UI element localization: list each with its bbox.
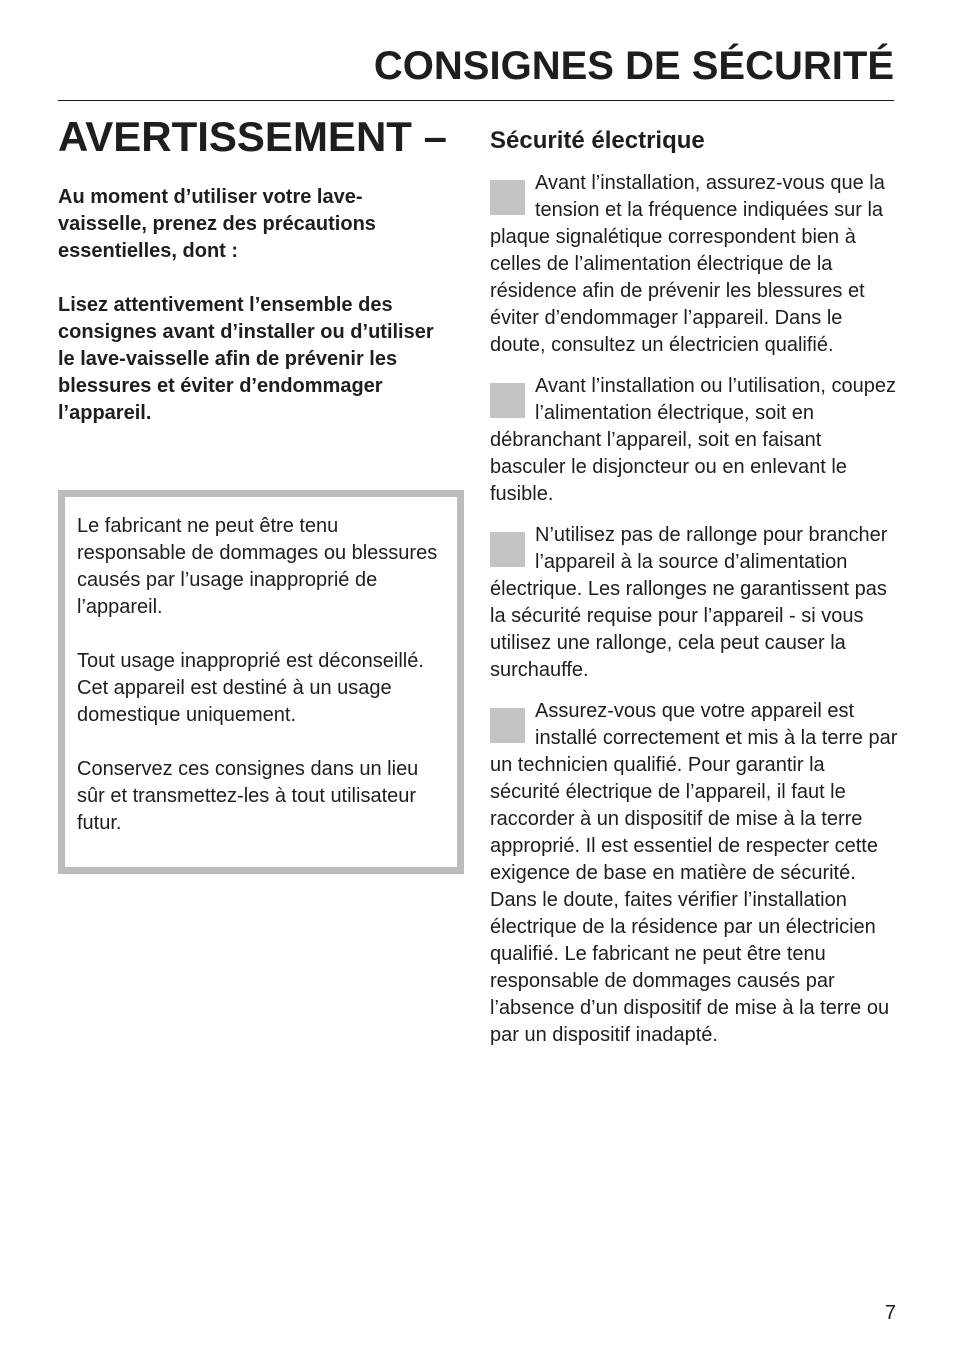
safety-item-text: N’utilisez pas de rallonge pour brancher l’appareil à la source d’alimentation électrique. Les rallonges ne garantissent pas la sécurité requise pour l’appareil - si vous utilisez une rallonge, cela peut causer la surchauffe. xyxy=(490,524,888,681)
square-bullet-icon xyxy=(490,180,525,215)
left-column xyxy=(58,110,450,427)
page-header-title: CONSIGNES DE SÉCURITÉ xyxy=(373,44,894,88)
manufacturer-notice-box xyxy=(58,490,464,874)
header-divider xyxy=(58,100,894,101)
page-number: 7 xyxy=(884,1302,896,1324)
notice-paragraph: Tout usage inapproprié est déconseillé. Cet appareil est destiné à un usage domestique uniquement. xyxy=(77,650,424,726)
safety-item xyxy=(490,373,900,508)
square-bullet-icon xyxy=(490,383,525,418)
notice-paragraph: Le fabricant ne peut être tenu responsable de dommages ou blessures causés par l’usage inapproprié de l’appareil. xyxy=(77,515,438,618)
electrical-safety-heading: Sécurité électrique xyxy=(490,127,705,154)
warning-intro-paragraph: Au moment d’utiliser votre lave-vaisselle, prenez des précautions essentielles, dont : xyxy=(58,186,376,262)
square-bullet-icon xyxy=(490,708,525,743)
safety-item xyxy=(490,522,900,684)
notice-paragraph: Conservez ces consignes dans un lieu sûr et transmettez-les à tout utilisateur futur. xyxy=(77,758,419,834)
safety-item-text: Avant l’installation, assurez-vous que la tension et la fréquence indiquées sur la plaque signalétique correspondent bien à celles de l’alimentation électrique de la résidence afin de prévenir les blessures et éviter d’endommager l’appareil. Dans le doute, consultez un électricien qualifié. xyxy=(490,172,885,356)
warning-title: AVERTISSEMENT – xyxy=(58,113,447,160)
safety-item-text: Assurez-vous que votre appareil est installé correctement et mis à la terre par un technicien qualifié. Pour garantir la sécurité électrique de l’appareil, il faut le raccorder à un dispositif de mise à la terre approprié. Il est essentiel de respecter cette exigence de base en matière de sécurité. Dans le doute, faites vérifier l’installation électrique de la résidence par un électricien qualifié. Le fabricant ne peut être tenu responsable de dommages causés par l’absence d’un dispositif de mise à la terre ou par un dispositif inadapté. xyxy=(490,700,898,1046)
square-bullet-icon xyxy=(490,532,525,567)
safety-item xyxy=(490,170,900,359)
safety-item-text: Avant l’installation ou l’utilisation, coupez l’alimentation électrique, soit en débranchant l’appareil, soit en faisant basculer le disjoncteur ou en enlevant le fusible. xyxy=(490,375,896,505)
right-column xyxy=(490,124,900,1063)
warning-instructions-paragraph: Lisez attentivement l’ensemble des consignes avant d’installer ou d’utiliser le lave-vaisselle afin de prévenir les blessures et éviter d’endommager l’appareil. xyxy=(58,294,434,424)
safety-item xyxy=(490,698,900,1049)
